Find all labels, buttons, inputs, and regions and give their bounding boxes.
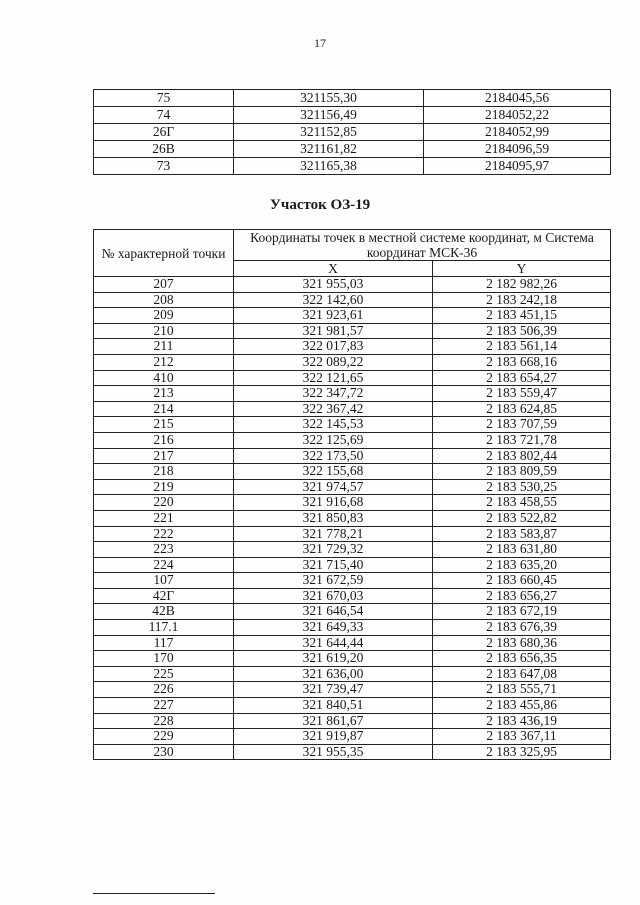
y-coordinate-cell: 2 183 676,39 [433,620,611,636]
point-number-cell: 74 [94,107,234,124]
y-coordinate-cell: 2 183 455,86 [433,698,611,714]
y-coordinate-cell: 2184052,99 [424,124,611,141]
x-coordinate-cell: 321 955,03 [234,277,433,293]
table-row [94,651,611,667]
x-coordinate-cell: 321 981,57 [234,323,433,339]
table-row [94,744,611,760]
x-coordinate-cell: 322 017,83 [234,339,433,355]
y-coordinate-cell: 2 183 672,19 [433,604,611,620]
table-row [94,432,611,448]
y-coordinate-cell: 2 183 559,47 [433,386,611,402]
point-number-cell: 170 [94,651,234,667]
x-coordinate-cell: 322 367,42 [234,401,433,417]
x-coordinate-cell: 321 955,35 [234,744,433,760]
table-row [94,323,611,339]
y-coordinate-cell: 2184096,59 [424,141,611,158]
header-x: X [234,261,433,277]
table-row [94,620,611,636]
x-coordinate-cell: 321 778,21 [234,526,433,542]
table-row [94,682,611,698]
point-number-cell: 75 [94,90,234,107]
y-coordinate-cell: 2 183 555,71 [433,682,611,698]
table-row [94,107,611,124]
point-number-cell: 26Г [94,124,234,141]
table-row [94,573,611,589]
x-coordinate-cell: 322 125,69 [234,432,433,448]
x-coordinate-cell: 321 636,00 [234,666,433,682]
table-row [94,713,611,729]
y-coordinate-cell: 2 183 451,15 [433,308,611,324]
y-coordinate-cell: 2184045,56 [424,90,611,107]
y-coordinate-cell: 2 183 802,44 [433,448,611,464]
table-row [94,495,611,511]
point-number-cell: 117 [94,635,234,651]
point-number-cell: 220 [94,495,234,511]
point-number-cell: 221 [94,510,234,526]
x-coordinate-cell: 322 121,65 [234,370,433,386]
y-coordinate-cell: 2 183 325,95 [433,744,611,760]
table-row [94,401,611,417]
point-number-cell: 225 [94,666,234,682]
x-coordinate-cell: 321161,82 [234,141,424,158]
y-coordinate-cell: 2184095,97 [424,158,611,175]
point-number-cell: 117.1 [94,620,234,636]
point-number-cell: 212 [94,354,234,370]
y-coordinate-cell: 2 183 631,80 [433,542,611,558]
table-row [94,354,611,370]
table-row [94,729,611,745]
y-coordinate-cell: 2 182 982,26 [433,277,611,293]
x-coordinate-cell: 321 644,44 [234,635,433,651]
coordinates-table-continued [93,89,611,175]
table-row [94,635,611,651]
table-row [94,698,611,714]
y-coordinate-cell: 2 183 668,16 [433,354,611,370]
point-number-cell: 227 [94,698,234,714]
point-number-cell: 215 [94,417,234,433]
point-number-cell: 73 [94,158,234,175]
x-coordinate-cell: 321 919,87 [234,729,433,745]
x-coordinate-cell: 321 850,83 [234,510,433,526]
table-header [94,230,611,277]
y-coordinate-cell: 2 183 656,35 [433,651,611,667]
table-body [94,277,611,760]
table-row [94,277,611,293]
table-row [94,90,611,107]
point-number-cell: 207 [94,277,234,293]
point-number-cell: 216 [94,432,234,448]
x-coordinate-cell: 321155,30 [234,90,424,107]
y-coordinate-cell: 2 183 656,27 [433,588,611,604]
point-number-cell: 42В [94,604,234,620]
x-coordinate-cell: 321152,85 [234,124,424,141]
x-coordinate-cell: 322 173,50 [234,448,433,464]
table-row [94,666,611,682]
table-row [94,557,611,573]
table-row [94,339,611,355]
x-coordinate-cell: 321 916,68 [234,495,433,511]
point-number-cell: 213 [94,386,234,402]
x-coordinate-cell: 321 840,51 [234,698,433,714]
x-coordinate-cell: 322 347,72 [234,386,433,402]
table-row [94,141,611,158]
y-coordinate-cell: 2 183 506,39 [433,323,611,339]
x-coordinate-cell: 321 715,40 [234,557,433,573]
x-coordinate-cell: 322 155,68 [234,464,433,480]
point-number-cell: 224 [94,557,234,573]
table-body [94,90,611,175]
table-row [94,479,611,495]
x-coordinate-cell: 321 672,59 [234,573,433,589]
x-coordinate-cell: 321 670,03 [234,588,433,604]
point-number-cell: 222 [94,526,234,542]
point-number-cell: 217 [94,448,234,464]
y-coordinate-cell: 2 183 660,45 [433,573,611,589]
x-coordinate-cell: 321 974,57 [234,479,433,495]
table-row [94,124,611,141]
table-row [94,510,611,526]
y-coordinate-cell: 2 183 436,19 [433,713,611,729]
point-number-cell: 229 [94,729,234,745]
point-number-cell: 42Г [94,588,234,604]
point-number-cell: 208 [94,292,234,308]
table-row [94,542,611,558]
point-number-cell: 211 [94,339,234,355]
header-y: Y [433,261,611,277]
y-coordinate-cell: 2 183 647,08 [433,666,611,682]
x-coordinate-cell: 322 089,22 [234,354,433,370]
header-point-number: № характерной точки [94,230,234,277]
y-coordinate-cell: 2 183 242,18 [433,292,611,308]
y-coordinate-cell: 2 183 707,59 [433,417,611,433]
x-coordinate-cell: 321165,38 [234,158,424,175]
y-coordinate-cell: 2 183 367,11 [433,729,611,745]
x-coordinate-cell: 321 729,32 [234,542,433,558]
point-number-cell: 219 [94,479,234,495]
x-coordinate-cell: 322 142,60 [234,292,433,308]
y-coordinate-cell: 2 183 809,59 [433,464,611,480]
y-coordinate-cell: 2 183 635,20 [433,557,611,573]
point-number-cell: 223 [94,542,234,558]
y-coordinate-cell: 2 183 522,82 [433,510,611,526]
x-coordinate-cell: 322 145,53 [234,417,433,433]
point-number-cell: 410 [94,370,234,386]
page-number: 17 [314,36,326,50]
point-number-cell: 26В [94,141,234,158]
point-number-cell: 214 [94,401,234,417]
table-row [94,292,611,308]
point-number-cell: 226 [94,682,234,698]
table-row [94,308,611,324]
point-number-cell: 107 [94,573,234,589]
table-row [94,386,611,402]
point-number-cell: 210 [94,323,234,339]
y-coordinate-cell: 2 183 530,25 [433,479,611,495]
table-row [94,588,611,604]
x-coordinate-cell: 321 649,33 [234,620,433,636]
table-row [94,417,611,433]
y-coordinate-cell: 2 183 654,27 [433,370,611,386]
point-number-cell: 209 [94,308,234,324]
table-row [94,604,611,620]
header-coordinates: Координаты точек в местной системе координат, м Система координат МСК-36 [234,230,611,261]
table-row [94,526,611,542]
section-title: Участок ОЗ-19 [269,197,371,213]
point-number-cell: 228 [94,713,234,729]
x-coordinate-cell: 321 739,47 [234,682,433,698]
y-coordinate-cell: 2 183 624,85 [433,401,611,417]
y-coordinate-cell: 2 183 583,87 [433,526,611,542]
point-number-cell: 218 [94,464,234,480]
table-row [94,448,611,464]
footnote-rule [93,893,215,894]
table-row [94,464,611,480]
y-coordinate-cell: 2 183 561,14 [433,339,611,355]
coordinates-table [93,229,611,760]
point-number-cell: 230 [94,744,234,760]
header-row [94,230,611,261]
x-coordinate-cell: 321156,49 [234,107,424,124]
y-coordinate-cell: 2 183 721,78 [433,432,611,448]
table-row [94,158,611,175]
x-coordinate-cell: 321 619,20 [234,651,433,667]
x-coordinate-cell: 321 646,54 [234,604,433,620]
y-coordinate-cell: 2 183 458,55 [433,495,611,511]
table-row [94,370,611,386]
y-coordinate-cell: 2 183 680,36 [433,635,611,651]
y-coordinate-cell: 2184052,22 [424,107,611,124]
x-coordinate-cell: 321 923,61 [234,308,433,324]
x-coordinate-cell: 321 861,67 [234,713,433,729]
